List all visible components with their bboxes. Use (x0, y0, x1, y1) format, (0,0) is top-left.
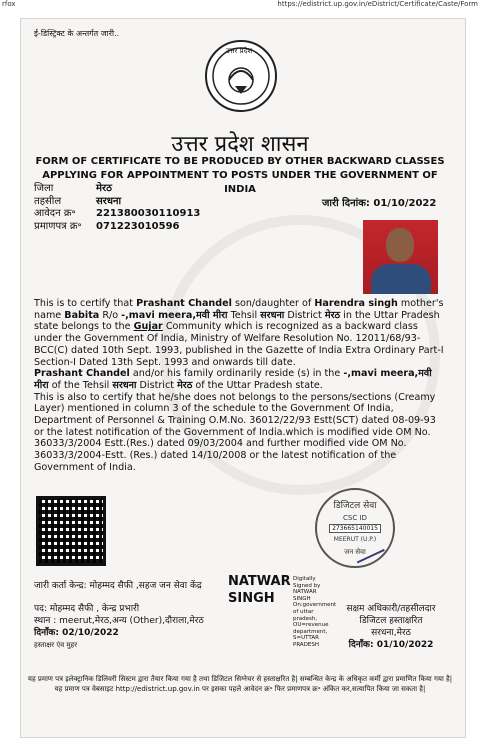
issue-date-value: 01/10/2022 (373, 198, 437, 209)
issue-date (322, 195, 436, 209)
digitally-signed-label: डिजिटल हस्ताक्षरित (359, 616, 423, 626)
stamp-top-text: डिजिटल सेवा (333, 501, 377, 511)
address-2: -,mavi meera,मवी मीरा (34, 368, 432, 391)
photo-shirt (371, 264, 431, 294)
title-english-line-2: APPLYING FOR APPOINTMENT TO POSTS UNDER THE GOVERNMENT OF INDIA (42, 170, 438, 195)
issuing-center: जारी कर्ता केन्द्र: मोहम्मद सैफी ,सहज जन सेवा केंद्र (34, 581, 202, 591)
stamp-location: MEERUT (U.P.) (333, 536, 377, 543)
paragraph-3: This is also to certify that he/she does not belongs to the persons/sections (Creamy Layer) mentioned in column 3 of the schedule to the Government Of India, Department of Personnel & Training O.M.No. 36012/22/93 Estt(SCT) dated 08-09-93 or the latest notification of the Government of India.which is modified vide OM No. 36033/3/2004 Estt.(Res.) dated 09/03/2004 and further modified vide OM No. 36033/3/2004-Estt. (Res.) dated 14/10/2008 or the latest notification of the Government of India. (34, 391, 436, 473)
applicant-name-2: Prashant Chandel (34, 368, 130, 380)
stamp-id: 273665140015 (329, 524, 381, 533)
tehsil-value: सरधना (260, 309, 285, 321)
center-officer-block (34, 603, 204, 651)
applicant-name: Prashant Chandel (136, 298, 232, 309)
issue-date-label: जारी दिनांक: (322, 198, 370, 209)
center-officer-post: पद: मोहम्मद सैफी , केन्द्र प्रभारी (34, 604, 140, 614)
digital-signer-name: NATWAR SINGH (228, 574, 291, 606)
certificate-body (34, 298, 446, 474)
address: -,mavi meera,मवी मीरा (121, 309, 228, 321)
center-date: दिनाँक: 02/10/2022 (34, 628, 119, 638)
title-hindi: उत्तर प्रदेश शासन (171, 132, 309, 157)
paragraph-2: Prashant Chandel and/or his family ordinarily reside (s) in the -,mavi meera,मवी मीरा of the Tehsil सरधना District मेरठ of the Uttar Pradesh state. (34, 368, 432, 391)
browser-top-strip (0, 0, 480, 10)
photo-face (386, 228, 414, 262)
footer-note: यह प्रमाण पत्र इलेक्ट्रानिक डिलिवरी सिस्टम द्वारा तैयार किया गया है तथा डिजिटल सिग्नेचर से हस्ताक्षरित है| सम्बन्धित केन्द्र के अधिकृत कर्मी द्वारा प्रमाणित किया गया है| यह प्रमाण पत्र वेबसाइट http://edistrict.up.gov.in पर इसका पहले आवेदन क्र॰ फिर प्रमाणपत्र क्र॰ अंकित कर,सत्यापित किया जा सकता है| (27, 675, 453, 693)
father-name: Harendra singh (314, 298, 398, 309)
authority-location: सरधना,मेरठ (371, 628, 411, 638)
digital-signature-note: Digitally Signed by NATWAR SINGH On:government of uttar pradesh, OU=revenue department, S=UTTAR PRADESH (293, 576, 337, 648)
up-government-seal (205, 40, 277, 112)
competent-authority-block (335, 603, 447, 651)
caste-value: Gujar (133, 321, 163, 333)
browser-url[interactable]: https://edistrict.up.gov.in/eDistrict/Certificate/Caste/Form (277, 0, 478, 8)
qr-code[interactable] (36, 496, 106, 566)
title-english-line-1: FORM OF CERTIFICATE TO BE PRODUCED BY OTHER BACKWARD CLASSES (35, 156, 445, 167)
browser-left-text: rfox (2, 0, 16, 8)
authority-title: सक्षम अधिकारी/तहसीलदार (346, 604, 436, 614)
mother-name: Babita (64, 309, 100, 321)
district-value-2: मेरठ (177, 379, 193, 391)
header-note: ई-डिस्ट्रिक्ट के अन्तर्गत जारी.. (34, 29, 120, 38)
stamp-bottom-text: जन सेवा (344, 548, 366, 556)
meta-row-certificate-no: प्रमाणपत्र क्र॰ 071223010596 (34, 220, 180, 232)
stamp-id-label: CSC ID (343, 514, 367, 522)
paragraph-1: This is to certify that Prashant Chandel son/daughter of Harendra singh mother's name Babita R/o -,mavi meera,मवी मीरा Tehsil सरधना District मेरठ in the Uttar Pradesh state belongs to the Gujar Community which is recognized as a backward class under the Government Of India, Ministry of Welfare Resolution No. 12011/68/93-BCC(C) dated 10th Sept. 1993, published in the Gazette of India Extra Ordinary Part-I Section-I Dated 13th Sept. 1993 and onwards till date. (34, 298, 444, 368)
meta-row-tehsil: तहसील सरधना (34, 195, 122, 207)
signature-and-seal-label: हस्ताक्षर एंव मुहर (34, 641, 78, 649)
seal-text: उत्तर प्रदेश (225, 47, 253, 55)
applicant-photo (363, 220, 438, 294)
meta-row-application-no: आवेदन क्र॰ 221380030110913 (34, 208, 201, 219)
authority-date: दिनाँक: 01/10/2022 (348, 640, 434, 650)
meta-row-district: जिला मेरठ (34, 183, 112, 194)
district-value: मेरठ (324, 309, 341, 321)
meta-block (34, 183, 200, 233)
center-location: स्थान : meerut,मेरठ,अन्य (Other),दौराला,मेरठ (34, 616, 204, 626)
tehsil-value-2: सरधना (112, 379, 137, 391)
